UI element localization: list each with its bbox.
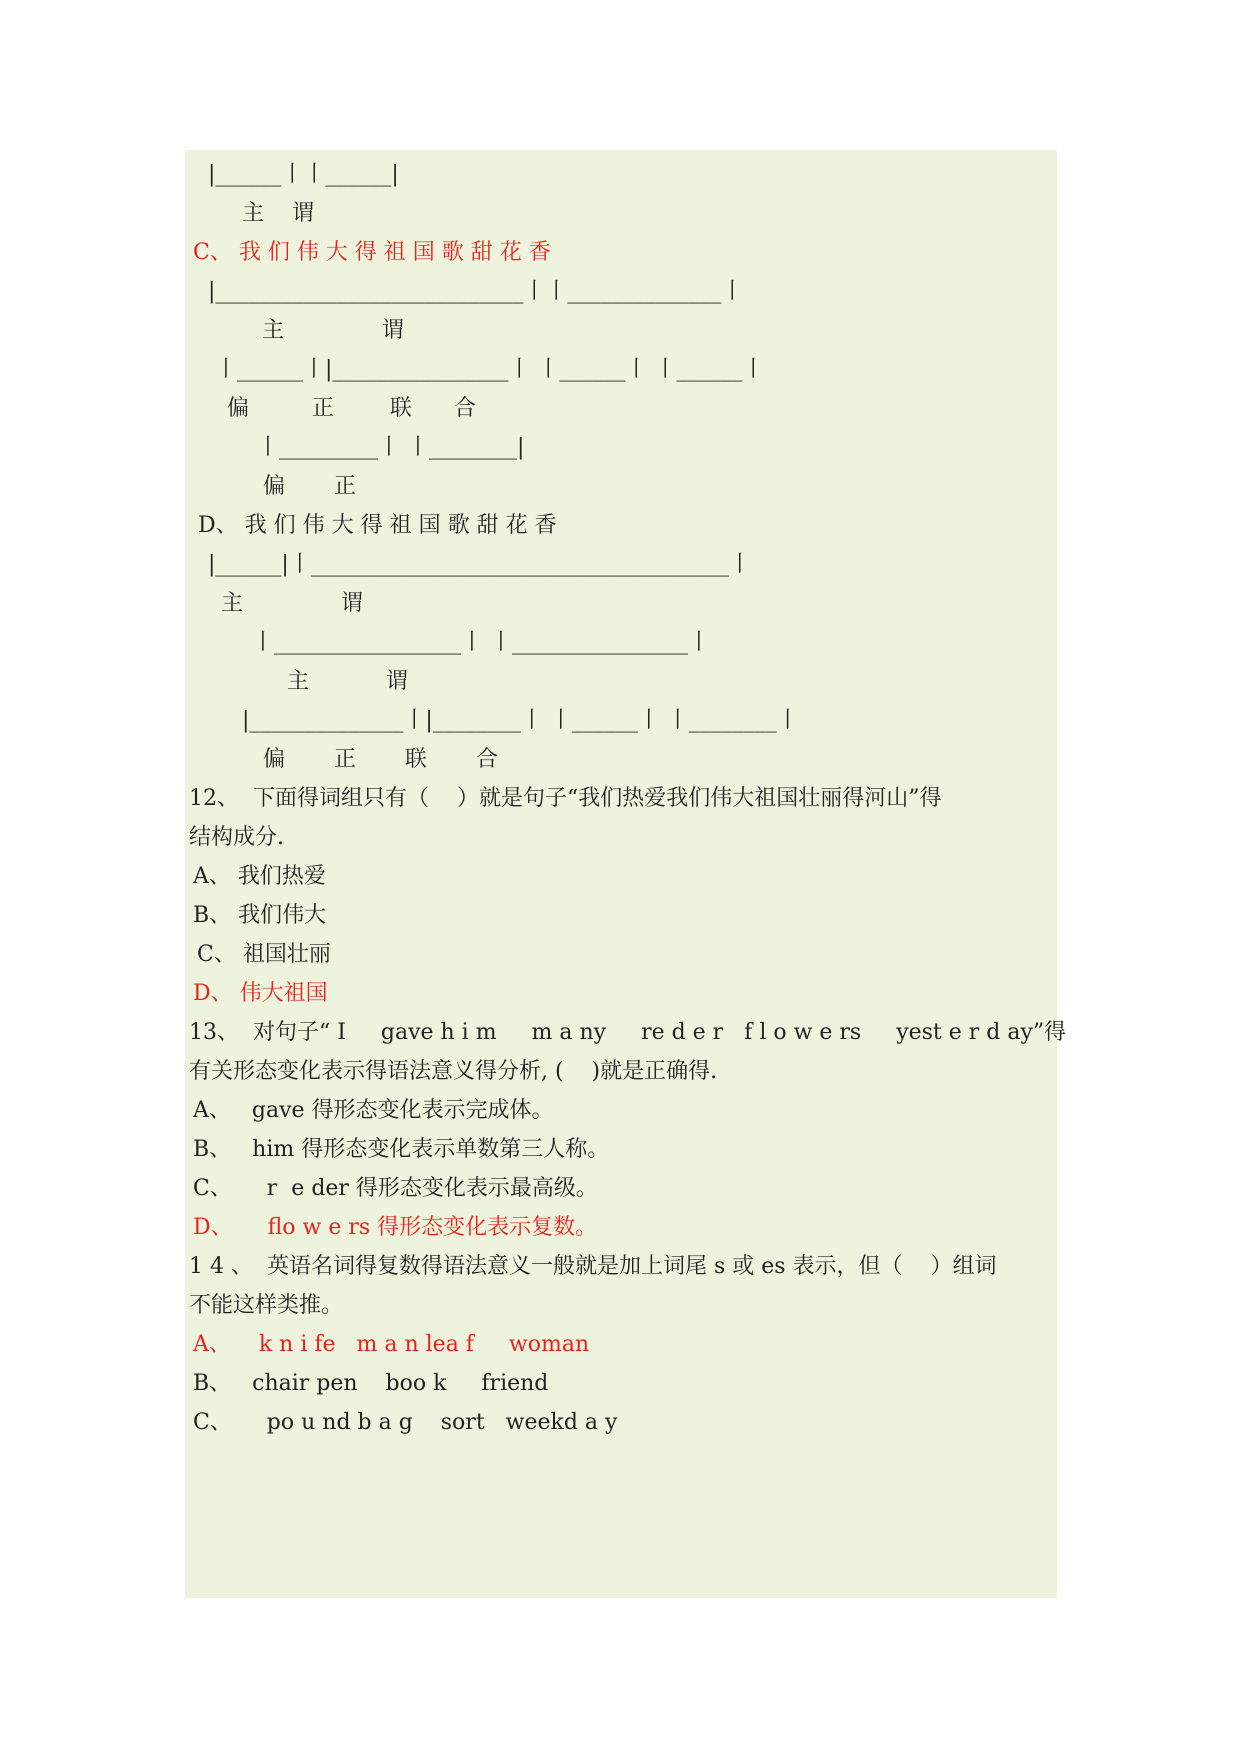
tree-line-3: 丨______丨|________________丨 丨______丨 丨______丨 (215, 357, 765, 382)
q12-option-c: C、 祖国壮丽 (197, 942, 331, 967)
tree-label-2: 主 谓 (262, 318, 404, 343)
tree-label-7: 偏 正 联 合 (263, 747, 498, 772)
document-page (185, 150, 1067, 1598)
tree-line-1: |______丨丨______| (208, 162, 399, 187)
q13-option-b: B、 him 得形态变化表示单数第三人称。 (193, 1137, 610, 1162)
tree-line-6: 丨_________________丨 丨________________丨 (252, 630, 710, 655)
q13-option-a: A、 gave 得形态变化表示完成体。 (193, 1098, 554, 1123)
tree-line-5: |______|丨______________________________________丨 (208, 552, 751, 577)
q12-option-d: D、 伟大祖国 (193, 981, 328, 1006)
tree-label-6: 主 谓 (287, 669, 408, 694)
tree-line-7: |______________丨|________丨 丨______丨 丨________丨 (242, 708, 799, 733)
tree-line-4: 丨_________丨 丨________| (257, 435, 525, 460)
tree-line-2: |____________________________丨丨______________丨 (208, 279, 744, 304)
tree-label-5: 主 谓 (221, 591, 363, 616)
q12-option-a: A、 我们热爱 (193, 864, 326, 889)
question-13-cont: 有关形态变化表示得语法意义得分析, ( )就是正确得. (189, 1059, 718, 1084)
q14-option-a: A、 k n i fe m a n lea f woman (193, 1332, 590, 1357)
tree-label-4: 偏 正 (263, 474, 356, 499)
question-12-cont: 结构成分. (189, 825, 284, 850)
question-14-cont: 不能这样类推。 (189, 1293, 344, 1318)
option-d-sentence: D、 我 们 伟 大 得 祖 国 歌 甜 花 香 (198, 513, 557, 538)
tree-label-3: 偏 正 联 合 (227, 396, 476, 421)
q14-option-b: B、 chair pen boo k friend (193, 1371, 549, 1396)
question-13: 13、 对句子“ I gave h i m m a ny re d e r f l o w e rs yest e r d ay”得 (189, 1020, 1067, 1045)
q12-option-b: B、 我们伟大 (193, 903, 327, 928)
question-14: 1 4 、 英语名词得复数得语法意义一般就是加上词尾 s 或 es 表示，但（ ）组词 (189, 1254, 997, 1279)
option-c-sentence: C、 我 们 伟 大 得 祖 国 歌 甜 花 香 (193, 240, 551, 265)
q13-option-d: D、 flo w e rs 得形态变化表示复数。 (193, 1215, 598, 1240)
q13-option-c: C、 r e der 得形态变化表示最高级。 (193, 1176, 598, 1201)
question-12: 12、 下面得词组只有（ ）就是句子“我们热爱我们伟大祖国壮丽得河山”得 (189, 786, 942, 811)
tree-label-1: 主 谓 (242, 201, 314, 226)
q14-option-c: C、 po u nd b a g sort weekd a y (193, 1410, 618, 1435)
